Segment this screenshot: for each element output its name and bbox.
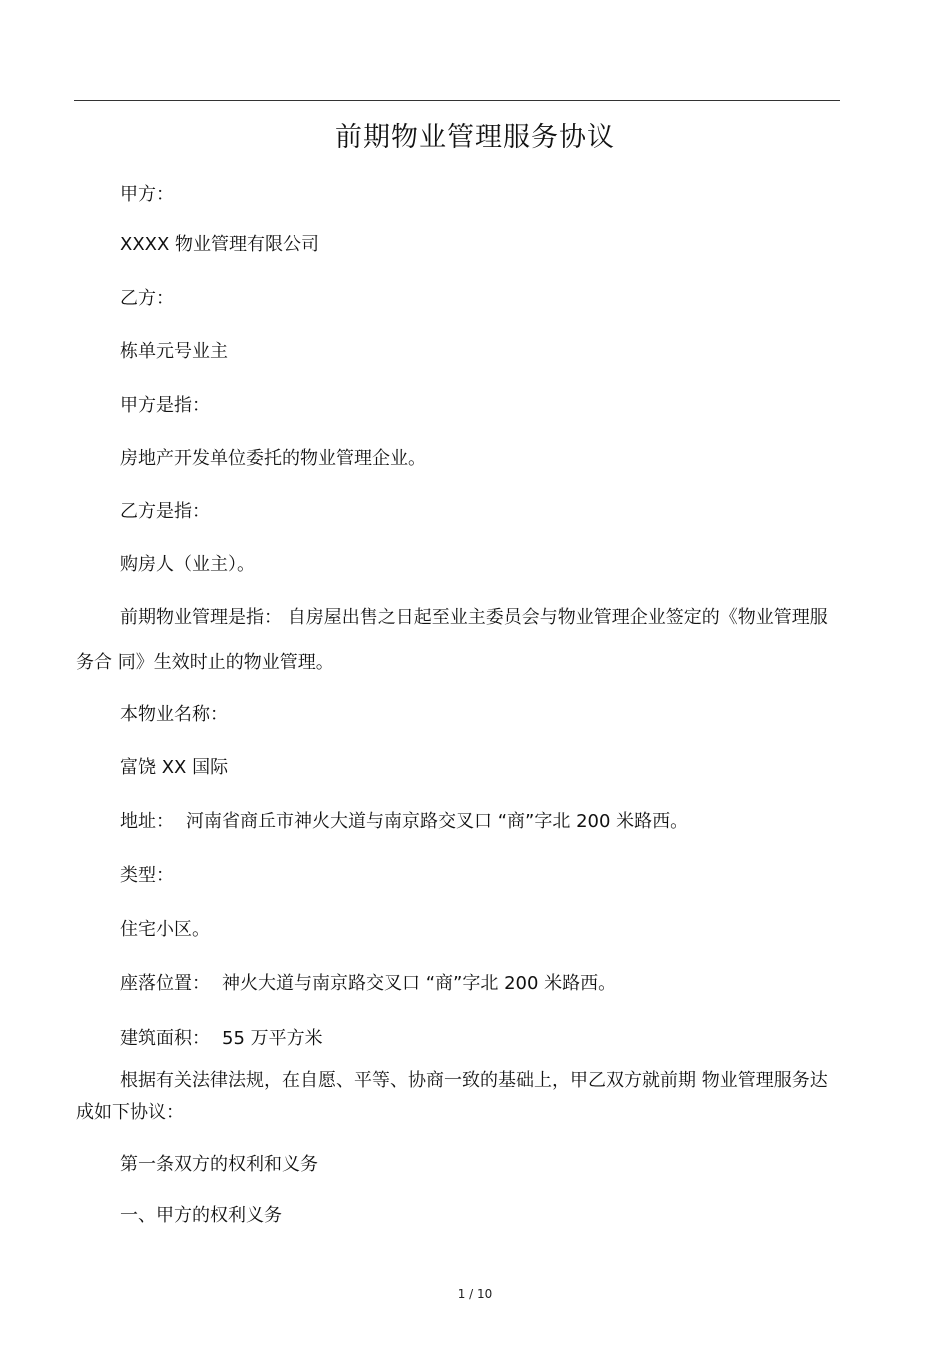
address-label: 地址：: [120, 811, 174, 832]
area-label: 建筑面积：: [120, 1028, 210, 1049]
party-a-label: 甲方：: [120, 184, 174, 205]
address-line: [120, 809, 688, 835]
party-a-def: 房地产开发单位委托的物业管理企业。: [120, 448, 426, 469]
section-one-heading: 一、甲方的权利义务: [120, 1205, 282, 1226]
party-a-def-label: 甲方是指：: [120, 395, 210, 416]
area-value: 55 万平方米: [222, 1028, 323, 1049]
address-value: 河南省商丘市神火大道与南京路交叉口 “商”字北 200 米路西。: [186, 811, 689, 832]
article-one-heading: 第一条双方的权利和义务: [120, 1154, 318, 1175]
header-rule: [74, 100, 840, 101]
party-a-name: XXXX 物业管理有限公司: [120, 234, 320, 255]
property-name: 富饶 XX 国际: [120, 757, 229, 778]
party-b-def: 购房人（业主）。: [120, 554, 255, 575]
area-line: [120, 1026, 323, 1052]
early-mgmt-definition: 前期物业管理是指： 自房屋出售之日起至业主委员会与物业管理企业签定的《物业管理服务合 同》生效时止的物业管理。: [76, 607, 828, 673]
party-b-label: 乙方：: [120, 288, 174, 309]
page-number: 1 / 10: [457, 1287, 493, 1301]
property-name-label: 本物业名称：: [120, 704, 228, 725]
type-label: 类型：: [120, 865, 174, 886]
location-value: 神火大道与南京路交叉口 “商”字北 200 米路西。: [222, 973, 617, 994]
location-line: [120, 971, 616, 997]
document-title: 前期物业管理服务协议: [335, 122, 615, 153]
agreement-intro: 根据有关法律法规，在自愿、平等、协商一致的基础上，甲乙双方就前期 物业管理服务达成如下协议：: [76, 1070, 828, 1123]
location-label: 座落位置：: [120, 973, 210, 994]
type-value: 住宅小区。: [120, 919, 210, 940]
party-b-def-label: 乙方是指：: [120, 501, 210, 522]
party-b-name: 栋单元号业主: [120, 341, 228, 362]
